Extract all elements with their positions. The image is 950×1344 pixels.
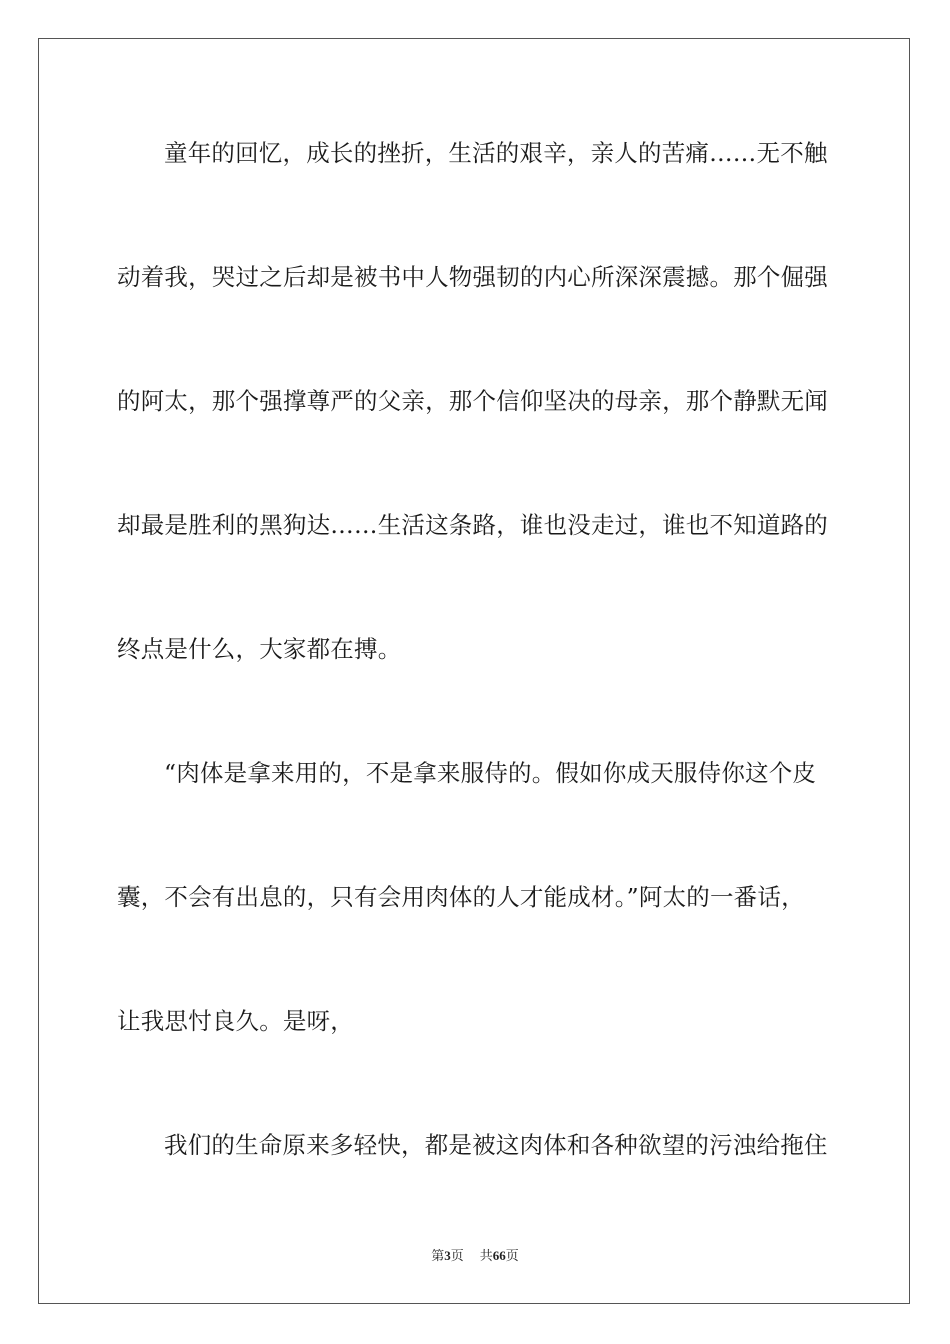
text-line: 我们的生命原来多轻快，都是被这肉体和各种欲望的污浊给拖住 (164, 1131, 828, 1159)
page-border (38, 38, 910, 1304)
text-line: 囊，不会有出息的，只有会用肉体的人才能成材。”阿太的一番话， (117, 883, 805, 911)
total-suffix: 页 (505, 1249, 519, 1264)
text-line: 却最是胜利的黑狗达……生活这条路，谁也没走过，谁也不知道路的 (117, 511, 828, 539)
text-line: 的阿太，那个强撑尊严的父亲，那个信仰坚决的母亲，那个静默无闻 (117, 387, 828, 415)
text-line: 终点是什么，大家都在搏。 (117, 635, 402, 663)
page-footer (0, 1247, 950, 1266)
text-line: 童年的回忆，成长的挫折，生活的艰辛，亲人的苦痛……无不触 (164, 139, 828, 167)
page-number: 3 (444, 1248, 451, 1263)
total-prefix: 共 (479, 1249, 493, 1264)
page-prefix: 第 (431, 1249, 445, 1264)
page-suffix: 页 (450, 1249, 464, 1264)
text-line: “肉体是拿来用的，不是拿来服侍的。假如你成天服侍你这个皮 (164, 759, 817, 787)
text-line: 动着我，哭过之后却是被书中人物强韧的内心所深深震撼。那个倔强 (117, 263, 828, 291)
total-pages: 66 (492, 1248, 506, 1263)
text-line: 让我思忖良久。是呀， (117, 1007, 354, 1035)
